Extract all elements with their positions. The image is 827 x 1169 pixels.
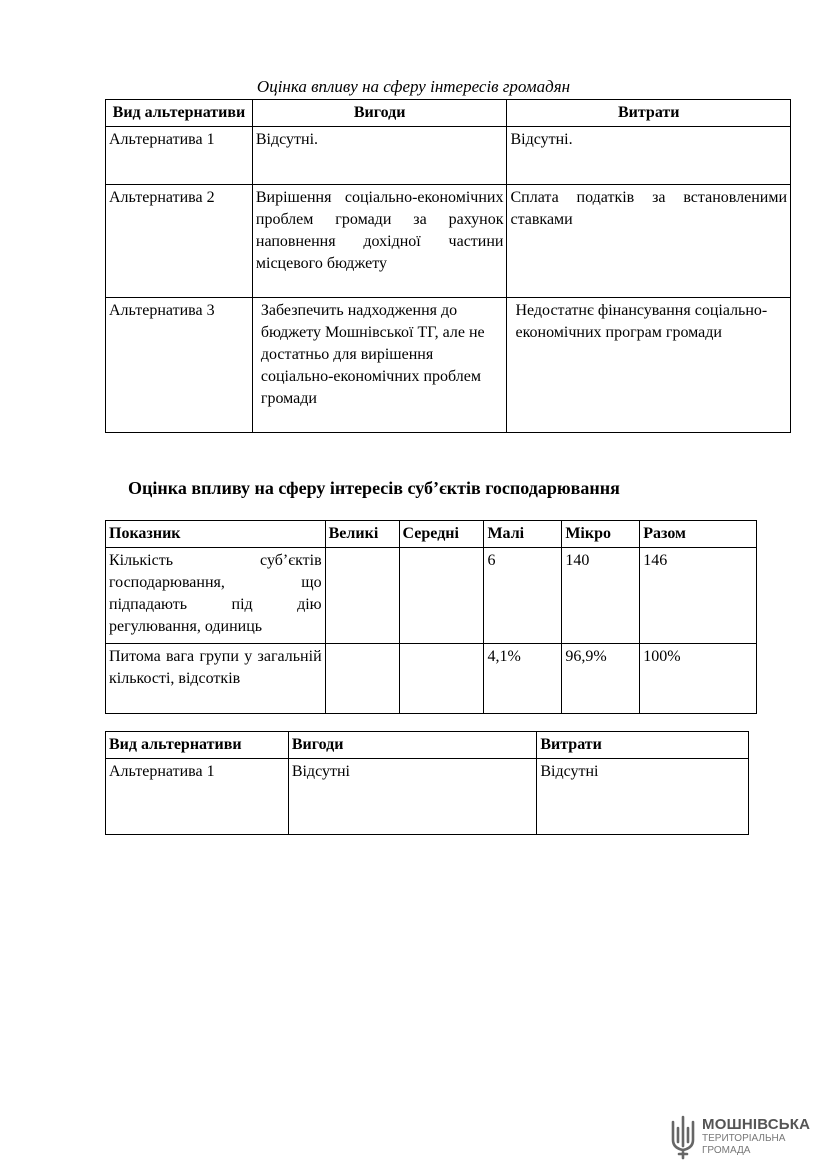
alternatives-table <box>105 731 749 835</box>
table-row <box>106 127 791 185</box>
alternative-name: Альтернатива 2 <box>106 185 253 298</box>
citizens-impact-table <box>105 99 791 433</box>
table-row <box>106 548 757 644</box>
section1-title: Оцінка впливу на сферу інтересів громадян <box>256 77 571 96</box>
community-logo <box>668 1114 818 1164</box>
alternative-name: Альтернатива 1 <box>106 127 253 185</box>
header-micro: Мікро <box>562 521 640 548</box>
table-row <box>106 759 749 835</box>
value-micro: 96,9% <box>562 644 640 714</box>
header-medium: Середні <box>399 521 484 548</box>
table-header-row <box>106 732 749 759</box>
header-alternative: Вид альтернативи <box>106 100 253 127</box>
alternative-benefits: Вирішення соціально-економічних проблем громади за рахунок наповнення дохідної частини місцевого бюджету <box>252 185 507 298</box>
header-alternative: Вид альтернативи <box>106 732 289 759</box>
header-benefits: Вигоди <box>288 732 537 759</box>
alternative-name: Альтернатива 1 <box>106 759 289 835</box>
value-small: 4,1% <box>484 644 562 714</box>
header-costs: Витрати <box>507 100 791 127</box>
logo-subtitle-2: ГРОМАДА <box>702 1145 751 1156</box>
logo-subtitle-1: ТЕРИТОРІАЛЬНА <box>702 1133 786 1144</box>
value-small: 6 <box>484 548 562 644</box>
value-medium <box>399 644 484 714</box>
alternative-benefits: Відсутні. <box>252 127 507 185</box>
table-header-row <box>106 100 791 127</box>
business-impact-table <box>105 520 757 714</box>
table-header-row <box>106 521 757 548</box>
alternative-name: Альтернатива 3 <box>106 298 253 433</box>
alternative-costs: Відсутні. <box>507 127 791 185</box>
value-micro: 140 <box>562 548 640 644</box>
logo-title: МОШНІВСЬКА <box>702 1116 811 1133</box>
alternative-costs: Недостатнє фінансування соціально-економічних програм громади <box>507 298 791 433</box>
section2-title: Оцінка впливу на сферу інтересів суб’єктів господарювання <box>128 478 620 498</box>
table-row <box>106 185 791 298</box>
trident-icon <box>668 1114 698 1160</box>
indicator-label: Питома вага групи у загальній кількості, відсотків <box>106 644 326 714</box>
header-small: Малі <box>484 521 562 548</box>
value-total: 146 <box>640 548 757 644</box>
header-total: Разом <box>640 521 757 548</box>
value-medium <box>399 548 484 644</box>
table-row <box>106 298 791 433</box>
value-total: 100% <box>640 644 757 714</box>
value-large <box>325 548 399 644</box>
header-indicator: Показник <box>106 521 326 548</box>
alternative-costs: Відсутні <box>537 759 749 835</box>
table-row <box>106 644 757 714</box>
indicator-label: Кількість суб’єктів господарювання, що підпадають під дію регулювання, одиниць <box>106 548 326 644</box>
header-large: Великі <box>325 521 399 548</box>
alternative-benefits: Забезпечить надходження до бюджету Мошнівської ТГ, але не достатньо для вирішення соціально-економічних проблем громади <box>252 298 507 433</box>
value-large <box>325 644 399 714</box>
alternative-costs: Сплата податків за встановленими ставками <box>507 185 791 298</box>
alternative-benefits: Відсутні <box>288 759 537 835</box>
header-costs: Витрати <box>537 732 749 759</box>
header-benefits: Вигоди <box>252 100 507 127</box>
